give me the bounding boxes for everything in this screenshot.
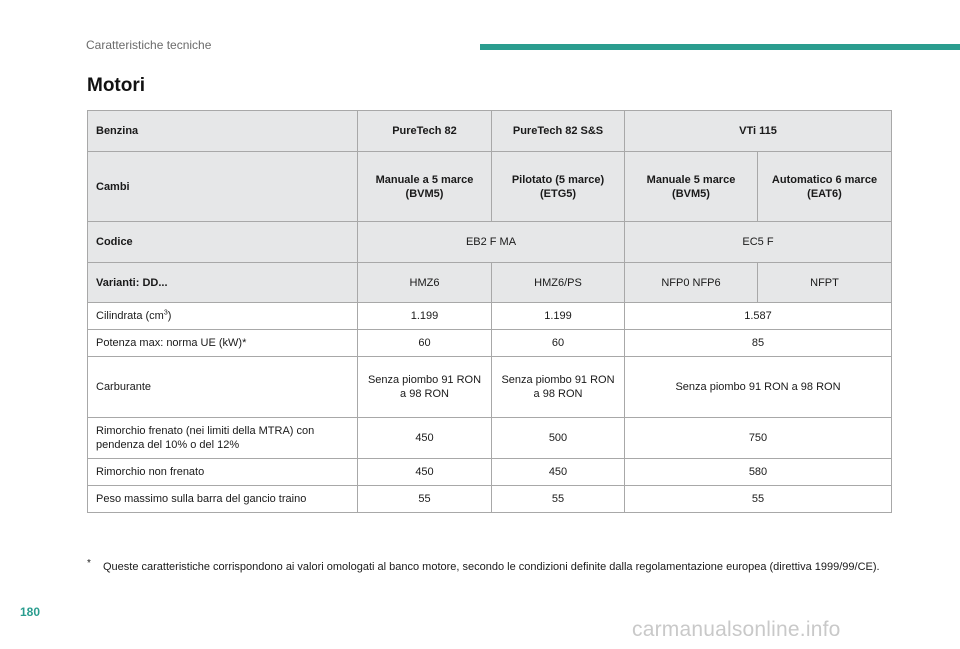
table-cell: Senza piombo 91 RON a 98 RON <box>492 357 625 418</box>
row-label: Potenza max: norma UE (kW)* <box>88 330 358 357</box>
table-cell: 450 <box>358 459 492 486</box>
superscript: 3 <box>163 309 168 317</box>
table-cell: PureTech 82 S&S <box>492 111 625 152</box>
table-row-cilindrata <box>88 303 892 330</box>
row-label: Varianti: DD... <box>88 263 358 303</box>
table-cell: EC5 F <box>625 222 892 263</box>
footnote-mark: * <box>87 558 91 569</box>
footnote-text: Queste caratteristiche corrispondono ai valori omologati al banco motore, secondo le condizioni definite dalla regolamentazione europea (direttiva 1999/99/CE). <box>103 561 880 573</box>
table-cell: Senza piombo 91 RON a 98 RON <box>358 357 492 418</box>
row-label <box>88 303 358 330</box>
table-cell: Senza piombo 91 RON a 98 RON <box>625 357 892 418</box>
row-label-end: ) <box>167 310 172 322</box>
table-cell: 55 <box>358 486 492 513</box>
row-label: Rimorchio non frenato <box>88 459 358 486</box>
watermark: carmanualsonline.info <box>632 618 841 641</box>
table-cell: Pilotato (5 marce) (ETG5) <box>492 152 625 222</box>
table-cell: PureTech 82 <box>358 111 492 152</box>
table-cell: 85 <box>625 330 892 357</box>
table-row-carburante <box>88 357 892 418</box>
page-number: 180 <box>20 605 41 619</box>
row-label: Benzina <box>88 111 358 152</box>
table-row-peso-massimo <box>88 486 892 513</box>
footnote <box>87 560 887 574</box>
table-cell: 55 <box>492 486 625 513</box>
table-cell: 1.199 <box>492 303 625 330</box>
table-cell: Manuale 5 marce (BVM5) <box>625 152 758 222</box>
page-title: Motori <box>87 75 146 96</box>
table-row-potenza <box>88 330 892 357</box>
table-row-cambi <box>88 152 892 222</box>
table-cell: 500 <box>492 418 625 459</box>
table-cell: NFP0 NFP6 <box>625 263 758 303</box>
table-cell: 60 <box>358 330 492 357</box>
row-label: Carburante <box>88 357 358 418</box>
engine-spec-table <box>87 110 892 513</box>
table-cell: 580 <box>625 459 892 486</box>
table-cell: 55 <box>625 486 892 513</box>
table-row-rimorchio-non-frenato <box>88 459 892 486</box>
table-row-rimorchio-frenato <box>88 418 892 459</box>
row-label: Codice <box>88 222 358 263</box>
table-cell: 60 <box>492 330 625 357</box>
header-accent-bar <box>480 44 960 50</box>
table-row-benzina <box>88 111 892 152</box>
table-cell: Manuale a 5 marce (BVM5) <box>358 152 492 222</box>
table-cell: 1.199 <box>358 303 492 330</box>
table-cell: VTi 115 <box>625 111 892 152</box>
section-title: Caratteristiche tecniche <box>86 38 212 52</box>
table-cell: 1.587 <box>625 303 892 330</box>
table-cell: 450 <box>492 459 625 486</box>
table-cell: HMZ6/PS <box>492 263 625 303</box>
row-label-text: Cilindrata (cm <box>96 310 164 322</box>
table-cell: 750 <box>625 418 892 459</box>
table-cell: 450 <box>358 418 492 459</box>
table-cell: EB2 F MA <box>358 222 625 263</box>
table-cell: Automatico 6 marce (EAT6) <box>758 152 892 222</box>
table-row-codice <box>88 222 892 263</box>
row-label: Peso massimo sulla barra del gancio traino <box>88 486 358 513</box>
table-cell: HMZ6 <box>358 263 492 303</box>
table-cell: NFPT <box>758 263 892 303</box>
table-row-varianti <box>88 263 892 303</box>
row-label: Cambi <box>88 152 358 222</box>
row-label: Rimorchio frenato (nei limiti della MTRA) con pendenza del 10% o del 12% <box>88 418 358 459</box>
